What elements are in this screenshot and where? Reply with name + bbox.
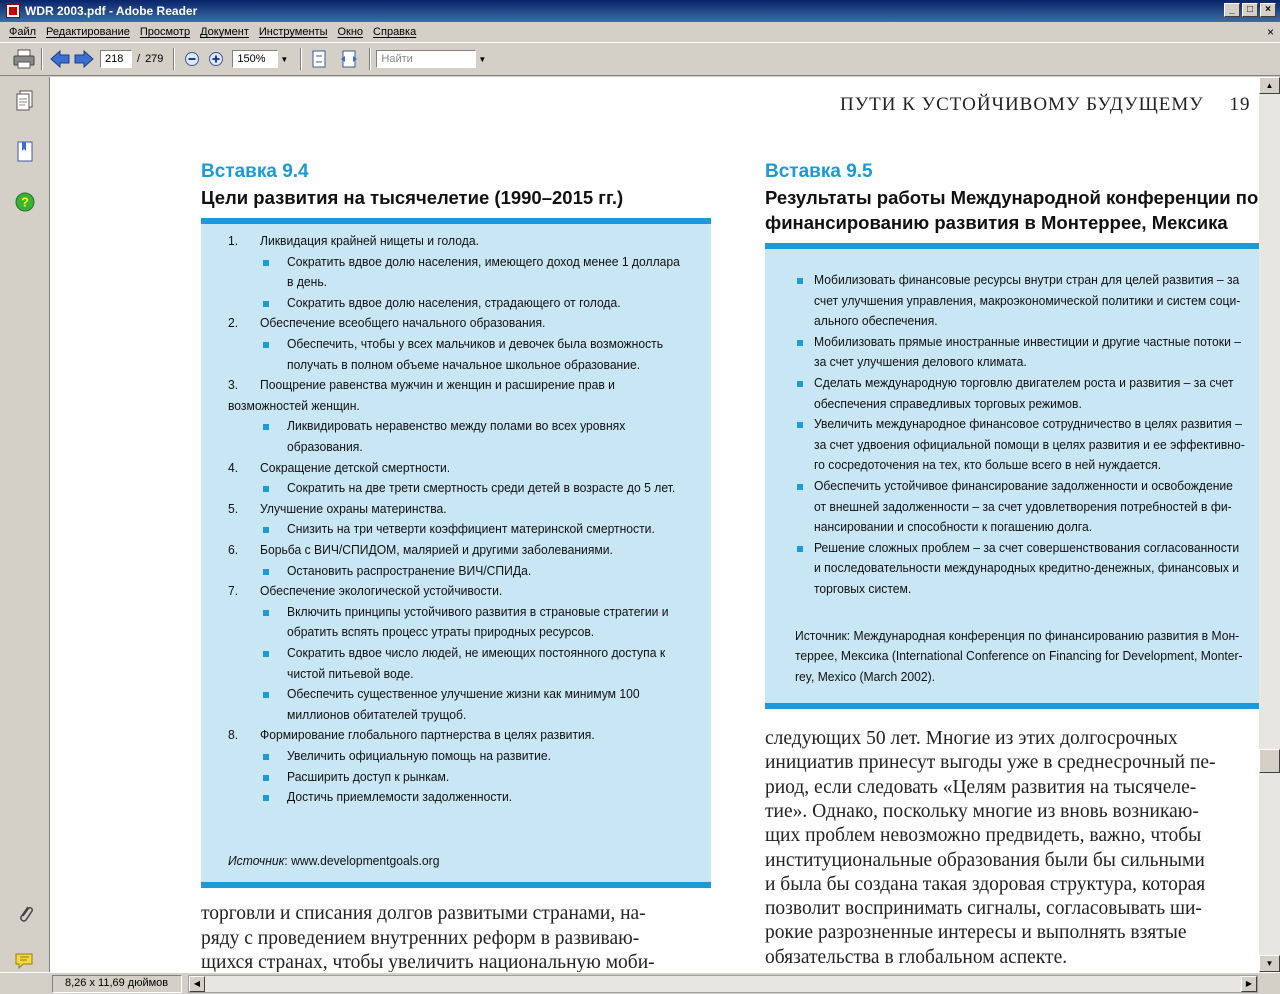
- box1-line: обратить вспять процесс утраты природных ресурсов.: [287, 624, 595, 640]
- box1-line: Ликвидировать неравенство между полами во всех уровнях: [287, 418, 626, 434]
- left-body-line: щихся странах, чтобы увеличить национальную моби-: [201, 952, 655, 972]
- box2-line: Мобилизовать прямые иностранные инвестиции и другие частные потоки –: [814, 333, 1241, 349]
- zoom-select[interactable]: 150%: [232, 50, 278, 68]
- right-body-line: риод, если следовать «Целям развития на тысячеле-: [765, 776, 1197, 798]
- bullet-icon: [797, 484, 803, 490]
- page-total: 279: [145, 53, 164, 65]
- pages-icon[interactable]: [13, 89, 37, 113]
- box1-line: Включить принципы устойчивого развития в страновые стратегии и: [287, 603, 669, 619]
- box1-line: Сократить вдвое долю населения, страдающего от голода.: [287, 294, 621, 310]
- bullet-icon: [263, 754, 269, 760]
- box1-line: Ликвидация крайней нищеты и голода.: [260, 233, 479, 248]
- scroll-down-icon[interactable]: ▼: [1259, 955, 1280, 972]
- box1-source: [228, 851, 439, 872]
- box2-line: торговых систем.: [814, 581, 912, 596]
- box1-line: Сократить вдвое число людей, не имеющих постоянного доступа к: [287, 645, 666, 660]
- box1-panel: [201, 218, 711, 888]
- attachments-icon[interactable]: [13, 902, 37, 926]
- box1-title: Цели развития на тысячелетие (1990–2015 гг.): [201, 187, 624, 208]
- bullet-icon: [797, 381, 803, 387]
- box1-line: в день.: [287, 274, 328, 290]
- maximize-button[interactable]: □: [1242, 3, 1258, 17]
- box1-item-number: 3.: [228, 377, 239, 393]
- right-body-line: обязательства в глобальном аспекте.: [765, 946, 1068, 968]
- box1-line: Сократить на две трети смертность среди детей в возрасте до 5 лет.: [287, 480, 676, 496]
- zoom-in-icon[interactable]: [204, 48, 228, 70]
- box1-item-number: 2.: [228, 315, 239, 331]
- page-separator: /: [137, 53, 141, 65]
- bullet-icon: [263, 301, 269, 307]
- box2-title-line1: Результаты работы Международной конференции по: [765, 187, 1259, 208]
- box2-title-line2: финансированию развития в Монтеррее, Мексика: [765, 212, 1228, 233]
- pdf-app-icon: [6, 4, 20, 18]
- box1-line: Поощрение равенства мужчин и женщин и расширение прав и: [260, 377, 615, 393]
- bullet-icon: [263, 342, 269, 348]
- box1-line: Расширить доступ к рынкам.: [287, 768, 450, 784]
- box2-source-line: Источник: Международная конференция по финансированию развития в Мон-: [795, 628, 1240, 643]
- zoom-out-icon[interactable]: [180, 48, 204, 70]
- menu-edit[interactable]: Редактирование: [46, 26, 130, 38]
- bullet-icon: [263, 569, 269, 575]
- bullet-icon: [797, 546, 803, 552]
- left-body-line: ряду с проведением внутренних реформ в развиваю-: [201, 928, 640, 949]
- right-body-line: позволит воспринимать сигналы, согласовывать ши-: [765, 898, 1202, 920]
- box1-line: возможностей женщин.: [228, 397, 360, 413]
- bullet-icon: [263, 424, 269, 430]
- box1-line: Сократить вдвое долю населения, имеющего доход менее 1 доллара: [287, 253, 680, 269]
- scroll-up-icon[interactable]: ▲: [1259, 77, 1280, 94]
- box1-line: Улучшение охраны материнства.: [260, 500, 447, 516]
- window-title: WDR 2003.pdf - Adobe Reader: [25, 4, 198, 18]
- bullet-icon: [263, 775, 269, 781]
- menu-file[interactable]: Файл: [9, 26, 37, 38]
- scroll-left-icon[interactable]: ◀: [189, 976, 205, 992]
- menu-bar: [0, 22, 1280, 42]
- search-input[interactable]: Найти: [376, 50, 476, 68]
- box1-line: Борьба с ВИЧ/СПИДОМ, малярией и другими заболеваниями.: [260, 542, 613, 557]
- help-icon[interactable]: [13, 190, 37, 214]
- box2-number: Вставка 9.5: [765, 161, 873, 182]
- zoom-dropdown-icon[interactable]: ▼: [280, 54, 289, 64]
- box1-line: Обеспечение всеобщего начального образования.: [260, 315, 546, 331]
- close-button[interactable]: ×: [1260, 3, 1276, 17]
- box1-item-number: 4.: [228, 459, 239, 475]
- status-bar: [0, 972, 1280, 994]
- box1-line: Обеспечить, чтобы у всех мальчиков и девочек была возможность: [287, 336, 664, 351]
- box2-line: за счет удвоения официальной помощи в целях развития и ее эффективно-: [814, 436, 1245, 452]
- box1-item-number: 7.: [228, 583, 239, 599]
- print-icon[interactable]: [12, 48, 36, 70]
- box1-line: чистой питьевой воде.: [287, 665, 414, 681]
- page-size-label: 8,26 x 11,69 дюймов: [52, 975, 182, 993]
- document-close-icon[interactable]: ×: [1266, 25, 1274, 39]
- box1-item-number: 8.: [228, 727, 239, 743]
- box2-line: Сделать международную торговлю двигателем роста и развития – за счет: [814, 375, 1234, 390]
- bullet-icon: [263, 651, 269, 657]
- bullet-icon: [263, 527, 269, 533]
- box1-source-text: : www.developmentgoals.org: [284, 853, 440, 868]
- bullet-icon: [263, 260, 269, 266]
- bullet-icon: [263, 610, 269, 616]
- bullet-icon: [797, 340, 803, 346]
- box1-item-number: 6.: [228, 542, 239, 557]
- box2-line: счет улучшения управления, макроэкономической политики и систем соци-: [814, 292, 1241, 308]
- bullet-icon: [263, 795, 269, 801]
- box2-source-line: rey, Mexico (March 2002).: [795, 669, 936, 684]
- minimize-button[interactable]: _: [1224, 3, 1240, 17]
- bullet-icon: [263, 486, 269, 492]
- menu-tools[interactable]: Инструменты: [258, 26, 328, 38]
- navigation-panel: [0, 77, 50, 972]
- left-body-line: торговли и списания долгов развитыми странами, на-: [201, 903, 646, 924]
- box2-line: и последовательности международных кредитно-денежных, финансовых и: [814, 560, 1240, 576]
- search-dropdown-icon[interactable]: ▼: [478, 54, 487, 64]
- previous-page-icon[interactable]: [48, 48, 72, 70]
- title-bar: [0, 0, 1280, 22]
- scroll-thumb[interactable]: [1259, 749, 1280, 773]
- fit-page-icon[interactable]: [307, 48, 331, 70]
- box1-item-number: 5.: [228, 500, 239, 516]
- bookmarks-icon[interactable]: [13, 140, 37, 164]
- box2-panel: [765, 243, 1259, 709]
- right-body-line: инициатив принесут выгоды уже в среднесрочный пе-: [765, 752, 1216, 774]
- box2-line: Обеспечить устойчивое финансирование задолженности и освобождение: [814, 478, 1233, 493]
- box1-line: Обеспечить существенное улучшение жизни как минимум 100: [287, 686, 640, 702]
- right-body-line: тие». Однако, поскольку многие из вновь возникаю-: [765, 800, 1199, 822]
- menu-help[interactable]: Справка: [373, 26, 417, 38]
- box1-item-number: 1.: [228, 233, 239, 248]
- fit-width-icon[interactable]: [337, 48, 361, 70]
- box1-line: Обеспечение экологической устойчивости.: [260, 583, 503, 599]
- vertical-scrollbar[interactable]: [1259, 77, 1280, 972]
- next-page-icon[interactable]: [72, 48, 96, 70]
- bullet-icon: [797, 422, 803, 428]
- running-head-title: ПУТИ К УСТОЙЧИВОМУ БУДУЩЕМУ: [840, 94, 1204, 115]
- box1-line: миллионов обитателей трущоб.: [287, 706, 467, 722]
- box2-line: Мобилизовать финансовые ресурсы внутри стран для целей развития – за: [814, 272, 1240, 287]
- box1-line: Увеличить официальную помощь на развитие.: [287, 748, 551, 763]
- box1-line: Снизить на три четверти коэффициент материнской смертности.: [287, 521, 655, 537]
- box1-source-label: Источник: [228, 853, 285, 868]
- horizontal-scrollbar[interactable]: [188, 975, 1258, 993]
- svg-text:?: ?: [21, 194, 29, 210]
- box1-line: получать в полном объеме начальное школьное образование.: [287, 356, 641, 372]
- box2-line: нансировании и способности к погашению долга.: [814, 519, 1093, 535]
- page-number-label: 19: [1229, 94, 1251, 115]
- box1-line: Формирование глобального партнерства в целях развития.: [260, 727, 595, 743]
- running-head: [840, 94, 1250, 116]
- bullet-icon: [263, 692, 269, 698]
- box2-source-line: террее, Мексика (International Conference on Financing for Development, Monter-: [795, 648, 1243, 663]
- box1-line: Достичь приемлемости задолженности.: [287, 789, 513, 805]
- box2-line: от внешней задолженности – за счет удовлетворения потребностей в фи-: [814, 498, 1232, 514]
- document-page: [50, 77, 1259, 972]
- comments-icon[interactable]: [13, 950, 37, 974]
- scroll-right-icon[interactable]: ▶: [1241, 976, 1257, 992]
- toolbar: [0, 42, 1280, 76]
- right-body-line: щих проблем невозможно предвидеть, важно, чтобы: [765, 825, 1202, 847]
- right-body-line: следующих 50 лет. Многие из этих долгосрочных: [765, 728, 1178, 749]
- box2-line: Решение сложных проблем – за счет совершенствования согласованности: [814, 539, 1240, 555]
- box1-line: образования.: [287, 439, 363, 454]
- menu-window[interactable]: Окно: [337, 26, 364, 38]
- box1-line: Остановить распространение ВИЧ/СПИДа.: [287, 562, 532, 578]
- box2-line: Увеличить международное финансовое сотрудничество в целях развития –: [814, 416, 1242, 432]
- menu-view[interactable]: Просмотр: [139, 26, 191, 38]
- box2-line: за счет улучшения делового климата.: [814, 354, 1027, 370]
- right-body-line: и была бы создана такая здоровая структура, которая: [765, 873, 1206, 895]
- box2-line: обеспечения справедливых торговых режимов.: [814, 395, 1082, 411]
- right-body-line: институциональные образования были бы сильными: [765, 849, 1205, 871]
- box2-line: го сосредоточения на тех, кто больше всего в ней нуждается.: [814, 457, 1162, 473]
- box2-line: ального обеспечения.: [814, 313, 938, 329]
- box1-line: Сокращение детской смертности.: [260, 459, 451, 475]
- page-number-input[interactable]: 218: [100, 50, 132, 68]
- right-body-line: рокие разрозненные интересы и выполнять взятые: [765, 922, 1187, 944]
- menu-document[interactable]: Документ: [200, 26, 249, 38]
- bullet-icon: [797, 278, 803, 284]
- box1-number: Вставка 9.4: [201, 161, 309, 182]
